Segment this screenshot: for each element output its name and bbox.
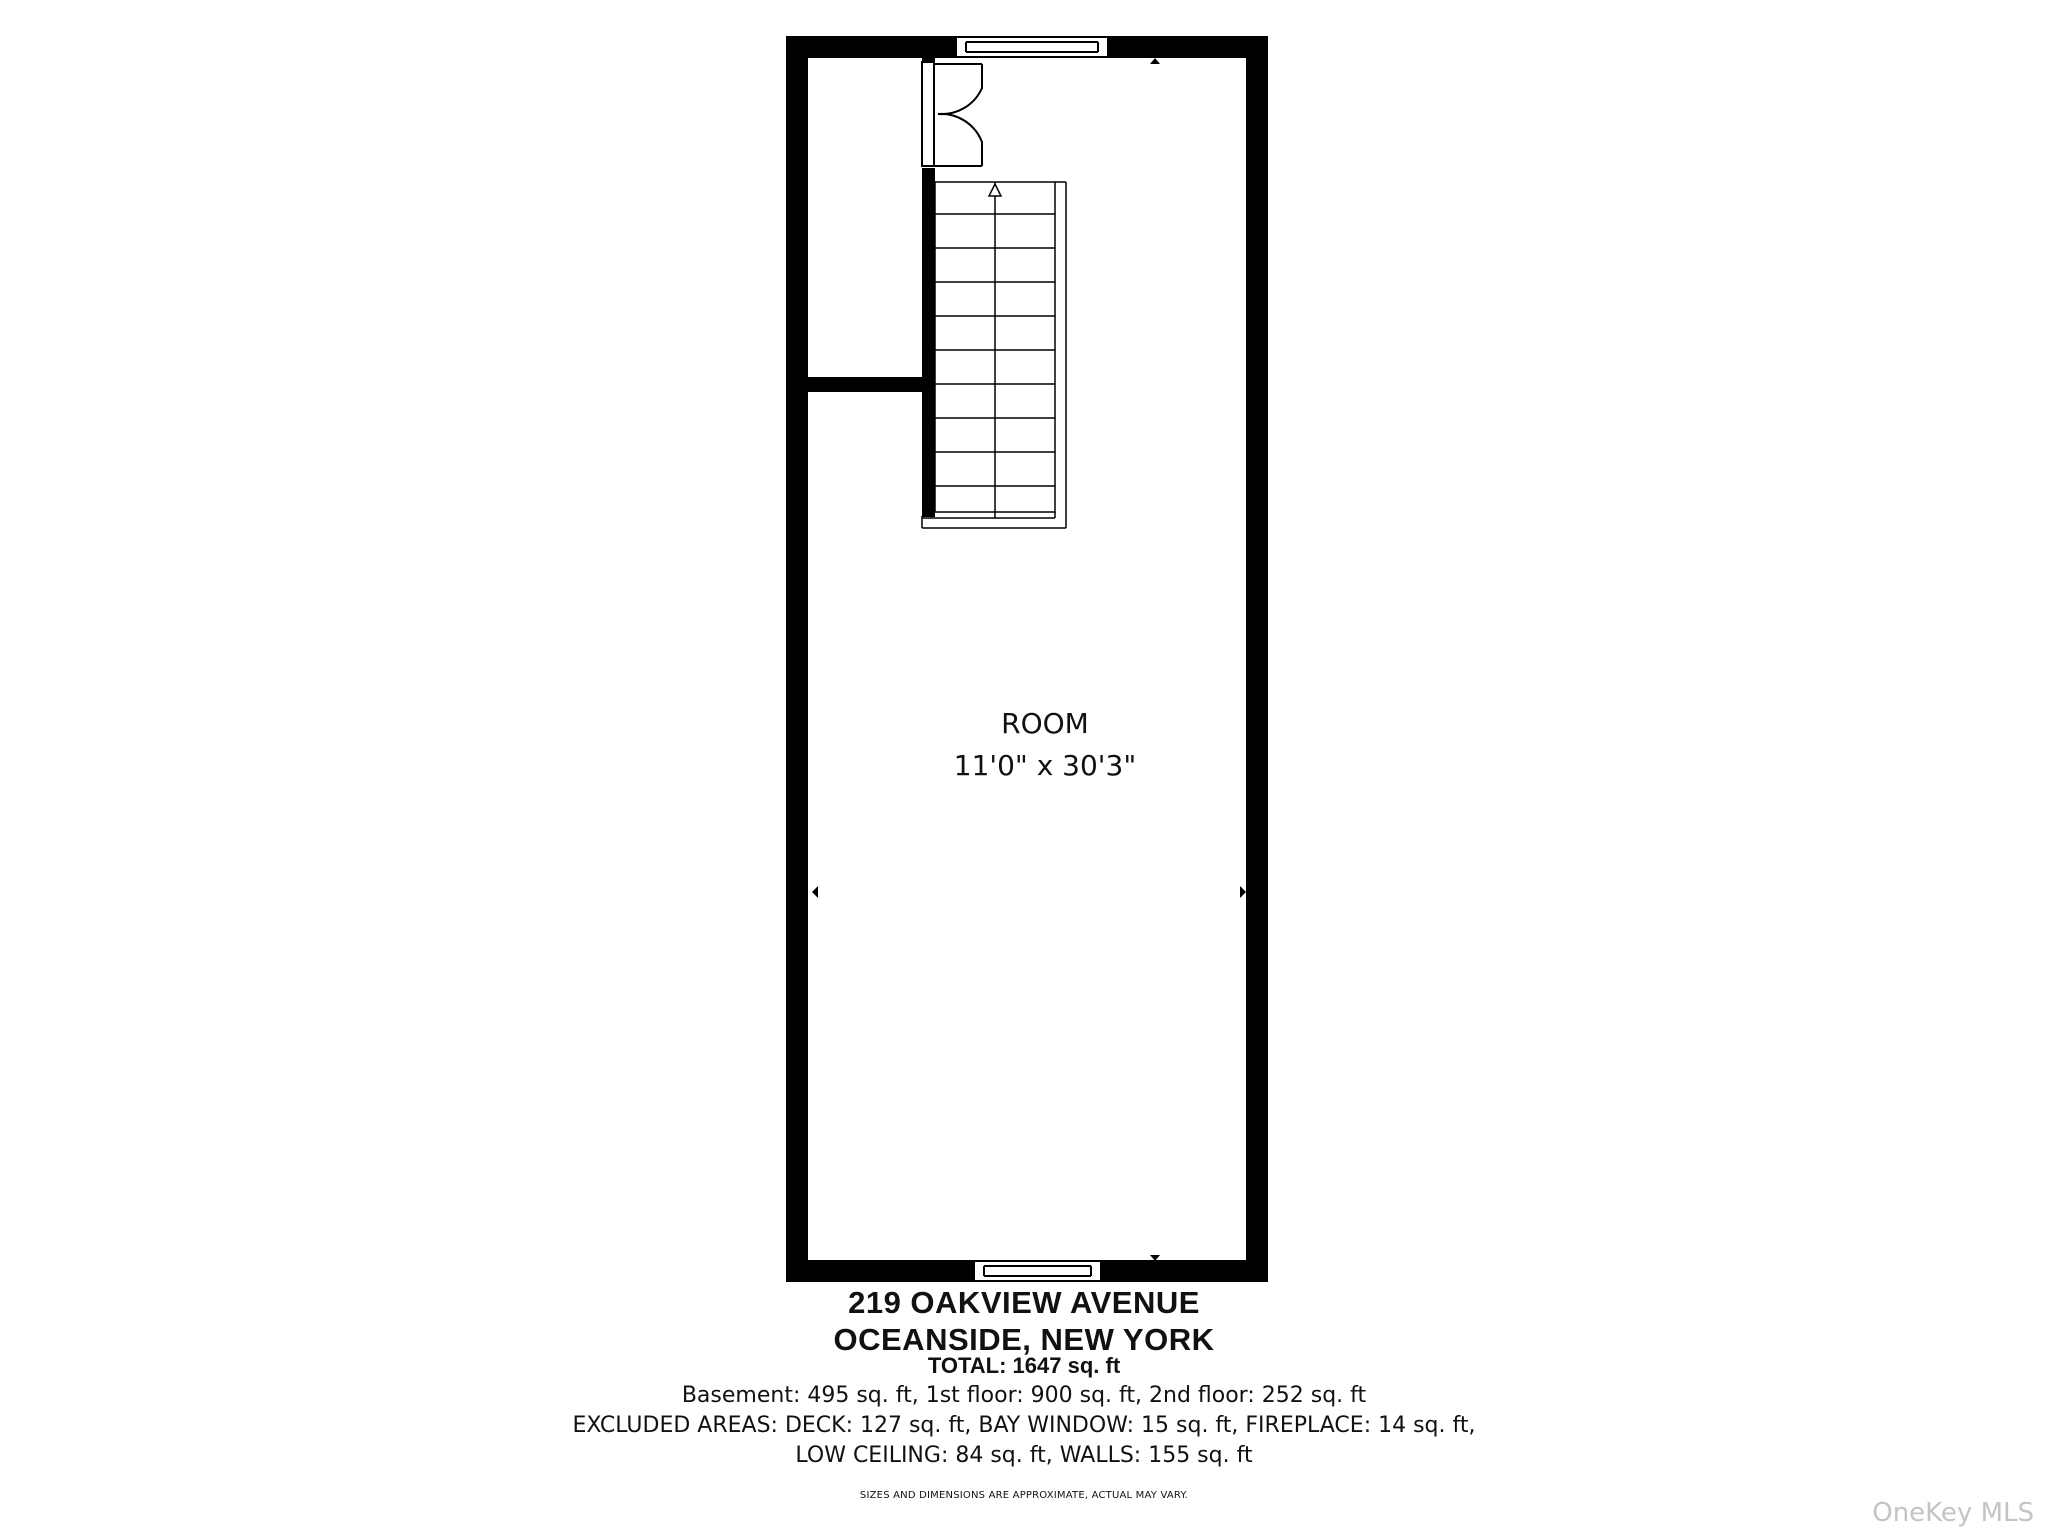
wall-left bbox=[786, 36, 808, 1282]
staircase bbox=[922, 182, 1066, 528]
total-area: TOTAL: 1647 sq. ft bbox=[927, 1353, 1121, 1378]
wall-top-left bbox=[786, 36, 956, 58]
interior-walls bbox=[806, 56, 935, 517]
window-bottom bbox=[974, 1261, 1101, 1281]
wall-bottom-right bbox=[1101, 1260, 1268, 1282]
closet-door bbox=[922, 62, 982, 166]
address-line-2: OCEANSIDE, NEW YORK bbox=[833, 1322, 1215, 1357]
room-name: ROOM bbox=[1001, 707, 1089, 740]
floor-breakdown: Basement: 495 sq. ft, 1st floor: 900 sq. ft, 2nd floor: 252 sq. ft bbox=[681, 1383, 1367, 1408]
excluded-areas-line-2: LOW CEILING: 84 sq. ft, WALLS: 155 sq. ft bbox=[795, 1443, 1253, 1468]
wall-bottom-left bbox=[786, 1260, 974, 1282]
excluded-areas-line-1: EXCLUDED AREAS: DECK: 127 sq. ft, BAY WINDOW: 15 sq. ft, FIREPLACE: 14 sq. ft, bbox=[572, 1413, 1476, 1438]
marker-right-icon bbox=[1240, 886, 1246, 898]
watermark: OneKey MLS bbox=[1872, 1498, 2034, 1528]
wall-top-right bbox=[1108, 36, 1268, 58]
window-top bbox=[956, 37, 1108, 57]
marker-left-icon bbox=[812, 886, 818, 898]
address-line-1: 219 OAKVIEW AVENUE bbox=[848, 1285, 1200, 1320]
wall-right bbox=[1246, 36, 1268, 1282]
closet-wall-horizontal bbox=[806, 377, 924, 392]
closet-wall-vertical bbox=[922, 168, 935, 517]
room-dimensions: 11'0" x 30'3" bbox=[953, 749, 1137, 782]
disclaimer: SIZES AND DIMENSIONS ARE APPROXIMATE, ACTUAL MAY VARY. bbox=[859, 1490, 1189, 1501]
marker-top-icon bbox=[1150, 58, 1160, 64]
